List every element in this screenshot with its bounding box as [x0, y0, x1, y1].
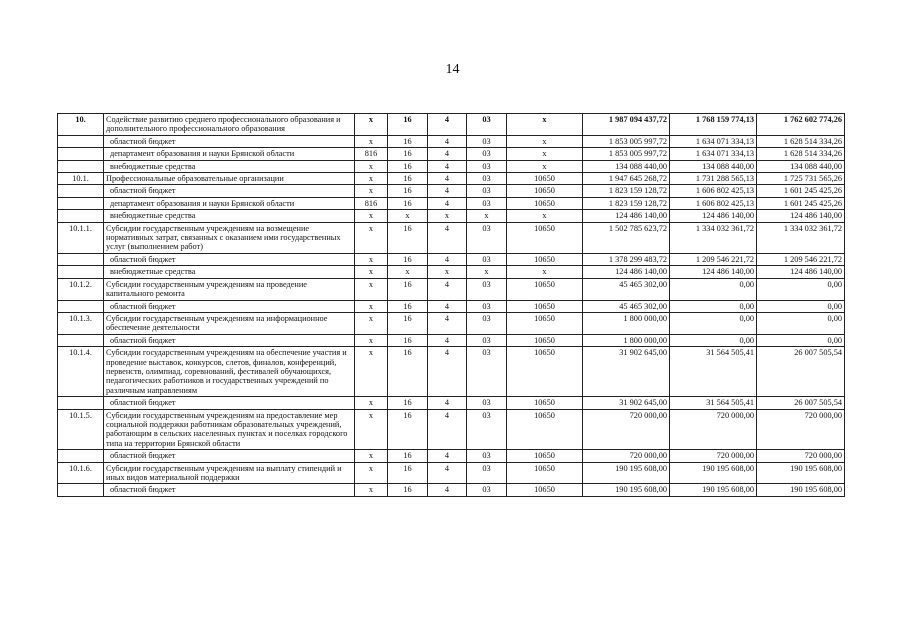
row-subprogram-code: 4: [428, 397, 467, 409]
row-amount-3: 134 088 440,00: [757, 160, 845, 172]
row-name: областной бюджет: [104, 253, 355, 265]
row-name: областной бюджет: [104, 397, 355, 409]
row-name: внебюджетные средства: [104, 266, 355, 278]
row-code: [58, 266, 104, 278]
row-name: областной бюджет: [104, 484, 355, 496]
row-code: [58, 397, 104, 409]
row-amount-1: 45 465 302,00: [583, 278, 670, 300]
row-subprogram-code: 4: [428, 278, 467, 300]
row-amount-3: 190 195 608,00: [757, 462, 845, 484]
row-code: 10.1.5.: [58, 409, 104, 450]
row-amount-3: 1 628 514 334,26: [757, 135, 845, 147]
row-admin-code: х: [355, 114, 388, 136]
row-subsection-code: 03: [467, 334, 507, 346]
row-admin-code: х: [355, 135, 388, 147]
row-subprogram-code: 4: [428, 222, 467, 253]
row-name: Субсидии государственным учреждениям на проведение капитального ремонта: [104, 278, 355, 300]
row-section-code: 16: [388, 312, 428, 334]
row-subprogram-code: 4: [428, 462, 467, 484]
row-code: 10.1.: [58, 173, 104, 185]
row-amount-2: 0,00: [670, 300, 757, 312]
row-subprogram-code: 4: [428, 484, 467, 496]
row-code: [58, 253, 104, 265]
row-amount-2: 720 000,00: [670, 450, 757, 462]
row-amount-1: 124 486 140,00: [583, 266, 670, 278]
row-subsection-code: 03: [467, 312, 507, 334]
row-code: [58, 450, 104, 462]
row-amount-1: 1 987 094 437,72: [583, 114, 670, 136]
row-amount-2: 0,00: [670, 278, 757, 300]
row-amount-2: 1 209 546 221,72: [670, 253, 757, 265]
table-row: [58, 266, 845, 278]
row-admin-code: х: [355, 334, 388, 346]
budget-table: [57, 113, 845, 497]
row-admin-code: х: [355, 484, 388, 496]
row-admin-code: х: [355, 462, 388, 484]
row-admin-code: х: [355, 450, 388, 462]
row-subprogram-code: 4: [428, 148, 467, 160]
row-code: [58, 148, 104, 160]
row-target-code: 10650: [507, 312, 583, 334]
row-amount-2: 31 564 505,41: [670, 397, 757, 409]
row-code: 10.: [58, 114, 104, 136]
row-target-code: 10650: [507, 397, 583, 409]
row-section-code: 16: [388, 253, 428, 265]
row-section-code: 16: [388, 397, 428, 409]
row-admin-code: х: [355, 185, 388, 197]
row-subprogram-code: 4: [428, 334, 467, 346]
table-row: [58, 462, 845, 484]
row-subsection-code: 03: [467, 409, 507, 450]
row-section-code: 16: [388, 114, 428, 136]
row-amount-2: 1 606 802 425,13: [670, 197, 757, 209]
row-amount-2: 190 195 608,00: [670, 462, 757, 484]
row-target-code: 10650: [507, 334, 583, 346]
table-row: [58, 347, 845, 397]
row-amount-3: 1 334 032 361,72: [757, 222, 845, 253]
row-target-code: х: [507, 114, 583, 136]
row-subsection-code: 03: [467, 462, 507, 484]
row-amount-1: 190 195 608,00: [583, 484, 670, 496]
row-amount-1: 1 947 645 268,72: [583, 173, 670, 185]
row-amount-1: 1 502 785 623,72: [583, 222, 670, 253]
row-amount-2: 1 334 032 361,72: [670, 222, 757, 253]
row-code: [58, 160, 104, 172]
row-target-code: х: [507, 148, 583, 160]
row-name: Субсидии государственным учреждениям на обеспечение участия и проведение выставок, конкурсов, слетов, финалов, конференций, первенств, олимпиад, соревнований, фестивалей обучающихся, педагогических работников и государственных учреждений по различным направлениям: [104, 347, 355, 397]
table-row: [58, 334, 845, 346]
table-body: [58, 114, 845, 497]
table-row: [58, 450, 845, 462]
row-amount-3: 1 209 546 221,72: [757, 253, 845, 265]
row-admin-code: х: [355, 397, 388, 409]
row-amount-2: 1 606 802 425,13: [670, 185, 757, 197]
row-admin-code: х: [355, 253, 388, 265]
row-admin-code: 816: [355, 148, 388, 160]
row-amount-2: 134 088 440,00: [670, 160, 757, 172]
row-amount-1: 1 800 000,00: [583, 334, 670, 346]
row-subsection-code: 03: [467, 135, 507, 147]
row-amount-3: 1 762 602 774,26: [757, 114, 845, 136]
table-row: [58, 173, 845, 185]
row-name: областной бюджет: [104, 135, 355, 147]
row-amount-3: 720 000,00: [757, 409, 845, 450]
row-admin-code: х: [355, 160, 388, 172]
row-amount-3: 720 000,00: [757, 450, 845, 462]
row-amount-2: 0,00: [670, 312, 757, 334]
table-row: [58, 300, 845, 312]
row-subsection-code: 03: [467, 484, 507, 496]
row-section-code: 16: [388, 484, 428, 496]
row-amount-2: 720 000,00: [670, 409, 757, 450]
row-name: областной бюджет: [104, 450, 355, 462]
row-name: Субсидии государственным учреждениям на выплату стипендий и иных видов материальной поддержки: [104, 462, 355, 484]
row-target-code: 10650: [507, 278, 583, 300]
row-subsection-code: 03: [467, 397, 507, 409]
row-code: 10.1.2.: [58, 278, 104, 300]
table-row: [58, 197, 845, 209]
row-section-code: 16: [388, 409, 428, 450]
row-subsection-code: 03: [467, 185, 507, 197]
row-subprogram-code: 4: [428, 409, 467, 450]
row-section-code: 16: [388, 135, 428, 147]
row-section-code: 16: [388, 160, 428, 172]
row-target-code: х: [507, 135, 583, 147]
row-amount-3: 124 486 140,00: [757, 210, 845, 222]
row-amount-3: 1 601 245 425,26: [757, 197, 845, 209]
row-target-code: 10650: [507, 450, 583, 462]
row-subsection-code: 03: [467, 114, 507, 136]
row-subprogram-code: 4: [428, 185, 467, 197]
row-target-code: 10650: [507, 462, 583, 484]
row-amount-1: 31 902 645,00: [583, 347, 670, 397]
row-section-code: 16: [388, 222, 428, 253]
row-amount-3: 0,00: [757, 300, 845, 312]
row-amount-1: 720 000,00: [583, 409, 670, 450]
row-subsection-code: 03: [467, 450, 507, 462]
row-code: [58, 135, 104, 147]
row-target-code: х: [507, 210, 583, 222]
row-code: [58, 300, 104, 312]
row-amount-2: 1 634 071 334,13: [670, 148, 757, 160]
row-subsection-code: 03: [467, 148, 507, 160]
row-admin-code: х: [355, 300, 388, 312]
row-name: Субсидии государственным учреждениям на возмещение нормативных затрат, связанных с оказанием ими государственных услуг (выполнением работ): [104, 222, 355, 253]
row-name: Субсидии государственным учреждениям на предоставление мер социальной поддержки работникам образовательных учреждений, работающим в сельских населенных пунктах и поселках городского типа на территории Брянской области: [104, 409, 355, 450]
row-subprogram-code: х: [428, 210, 467, 222]
table-row: [58, 397, 845, 409]
row-section-code: 16: [388, 462, 428, 484]
row-amount-2: 1 731 288 565,13: [670, 173, 757, 185]
row-admin-code: 816: [355, 197, 388, 209]
row-subsection-code: 03: [467, 278, 507, 300]
row-subsection-code: х: [467, 266, 507, 278]
row-code: 10.1.4.: [58, 347, 104, 397]
row-section-code: 16: [388, 278, 428, 300]
row-admin-code: х: [355, 210, 388, 222]
row-section-code: 16: [388, 185, 428, 197]
row-subsection-code: 03: [467, 197, 507, 209]
table-row: [58, 312, 845, 334]
table-row: [58, 114, 845, 136]
row-code: [58, 484, 104, 496]
row-amount-1: 1 823 159 128,72: [583, 185, 670, 197]
row-section-code: 16: [388, 197, 428, 209]
row-subsection-code: х: [467, 210, 507, 222]
row-amount-1: 720 000,00: [583, 450, 670, 462]
row-target-code: 10650: [507, 300, 583, 312]
row-section-code: х: [388, 210, 428, 222]
row-subprogram-code: 4: [428, 114, 467, 136]
table-row: [58, 148, 845, 160]
row-target-code: х: [507, 160, 583, 172]
row-target-code: 10650: [507, 409, 583, 450]
row-amount-1: 1 823 159 128,72: [583, 197, 670, 209]
table-row: [58, 253, 845, 265]
row-amount-2: 124 486 140,00: [670, 210, 757, 222]
row-amount-1: 1 378 299 483,72: [583, 253, 670, 265]
row-amount-3: 1 628 514 334,26: [757, 148, 845, 160]
row-subsection-code: 03: [467, 347, 507, 397]
row-subsection-code: 03: [467, 253, 507, 265]
row-amount-3: 0,00: [757, 312, 845, 334]
table-row: [58, 135, 845, 147]
row-name: внебюджетные средства: [104, 160, 355, 172]
row-amount-1: 190 195 608,00: [583, 462, 670, 484]
row-subprogram-code: 4: [428, 160, 467, 172]
row-subprogram-code: 4: [428, 253, 467, 265]
row-amount-2: 0,00: [670, 334, 757, 346]
row-admin-code: х: [355, 312, 388, 334]
row-subsection-code: 03: [467, 160, 507, 172]
row-name: Содействие развитию среднего профессионального образования и дополнительного профессионального образования: [104, 114, 355, 136]
row-section-code: 16: [388, 450, 428, 462]
row-admin-code: х: [355, 222, 388, 253]
row-code: [58, 197, 104, 209]
row-admin-code: х: [355, 173, 388, 185]
row-target-code: 10650: [507, 484, 583, 496]
row-code: [58, 210, 104, 222]
row-name: областной бюджет: [104, 334, 355, 346]
table-row: [58, 409, 845, 450]
table-row: [58, 484, 845, 496]
page-number: 14: [445, 62, 460, 77]
row-amount-2: 1 634 071 334,13: [670, 135, 757, 147]
row-admin-code: х: [355, 347, 388, 397]
row-subprogram-code: 4: [428, 135, 467, 147]
row-section-code: 16: [388, 347, 428, 397]
table-row: [58, 210, 845, 222]
row-target-code: 10650: [507, 222, 583, 253]
row-target-code: 10650: [507, 173, 583, 185]
row-code: [58, 185, 104, 197]
row-code: [58, 334, 104, 346]
row-subprogram-code: 4: [428, 347, 467, 397]
row-amount-2: 124 486 140,00: [670, 266, 757, 278]
row-amount-3: 26 007 505,54: [757, 347, 845, 397]
row-admin-code: х: [355, 409, 388, 450]
row-amount-2: 31 564 505,41: [670, 347, 757, 397]
row-target-code: 10650: [507, 347, 583, 397]
row-amount-3: 1 725 731 565,26: [757, 173, 845, 185]
row-name: Субсидии государственным учреждениям на информационное обеспечение деятельности: [104, 312, 355, 334]
table-row: [58, 185, 845, 197]
row-target-code: 10650: [507, 253, 583, 265]
row-amount-1: 31 902 645,00: [583, 397, 670, 409]
row-amount-1: 45 465 302,00: [583, 300, 670, 312]
row-subsection-code: 03: [467, 222, 507, 253]
table-row: [58, 222, 845, 253]
row-subprogram-code: 4: [428, 197, 467, 209]
row-subprogram-code: 4: [428, 312, 467, 334]
row-amount-2: 190 195 608,00: [670, 484, 757, 496]
row-name: областной бюджет: [104, 300, 355, 312]
row-amount-3: 0,00: [757, 278, 845, 300]
row-subsection-code: 03: [467, 173, 507, 185]
row-section-code: 16: [388, 300, 428, 312]
row-name: Профессиональные образовательные организации: [104, 173, 355, 185]
row-amount-1: 124 486 140,00: [583, 210, 670, 222]
row-subprogram-code: 4: [428, 450, 467, 462]
row-subprogram-code: 4: [428, 300, 467, 312]
row-amount-3: 26 007 505,54: [757, 397, 845, 409]
row-section-code: 16: [388, 173, 428, 185]
row-section-code: х: [388, 266, 428, 278]
row-admin-code: х: [355, 278, 388, 300]
row-name: департамент образования и науки Брянской области: [104, 197, 355, 209]
row-amount-3: 190 195 608,00: [757, 484, 845, 496]
row-amount-1: 1 853 005 997,72: [583, 135, 670, 147]
table-row: [58, 160, 845, 172]
row-name: областной бюджет: [104, 185, 355, 197]
row-amount-1: 1 800 000,00: [583, 312, 670, 334]
row-name: внебюджетные средства: [104, 210, 355, 222]
row-subprogram-code: х: [428, 266, 467, 278]
row-name: департамент образования и науки Брянской области: [104, 148, 355, 160]
row-target-code: 10650: [507, 197, 583, 209]
row-subprogram-code: 4: [428, 173, 467, 185]
row-code: 10.1.3.: [58, 312, 104, 334]
row-subsection-code: 03: [467, 300, 507, 312]
table-row: [58, 278, 845, 300]
row-target-code: х: [507, 266, 583, 278]
row-section-code: 16: [388, 148, 428, 160]
row-code: 10.1.6.: [58, 462, 104, 484]
row-target-code: 10650: [507, 185, 583, 197]
row-amount-3: 1 601 245 425,26: [757, 185, 845, 197]
row-amount-2: 1 768 159 774,13: [670, 114, 757, 136]
row-admin-code: х: [355, 266, 388, 278]
row-amount-3: 0,00: [757, 334, 845, 346]
row-amount-1: 1 853 005 997,72: [583, 148, 670, 160]
row-amount-1: 134 088 440,00: [583, 160, 670, 172]
row-amount-3: 124 486 140,00: [757, 266, 845, 278]
row-section-code: 16: [388, 334, 428, 346]
row-code: 10.1.1.: [58, 222, 104, 253]
